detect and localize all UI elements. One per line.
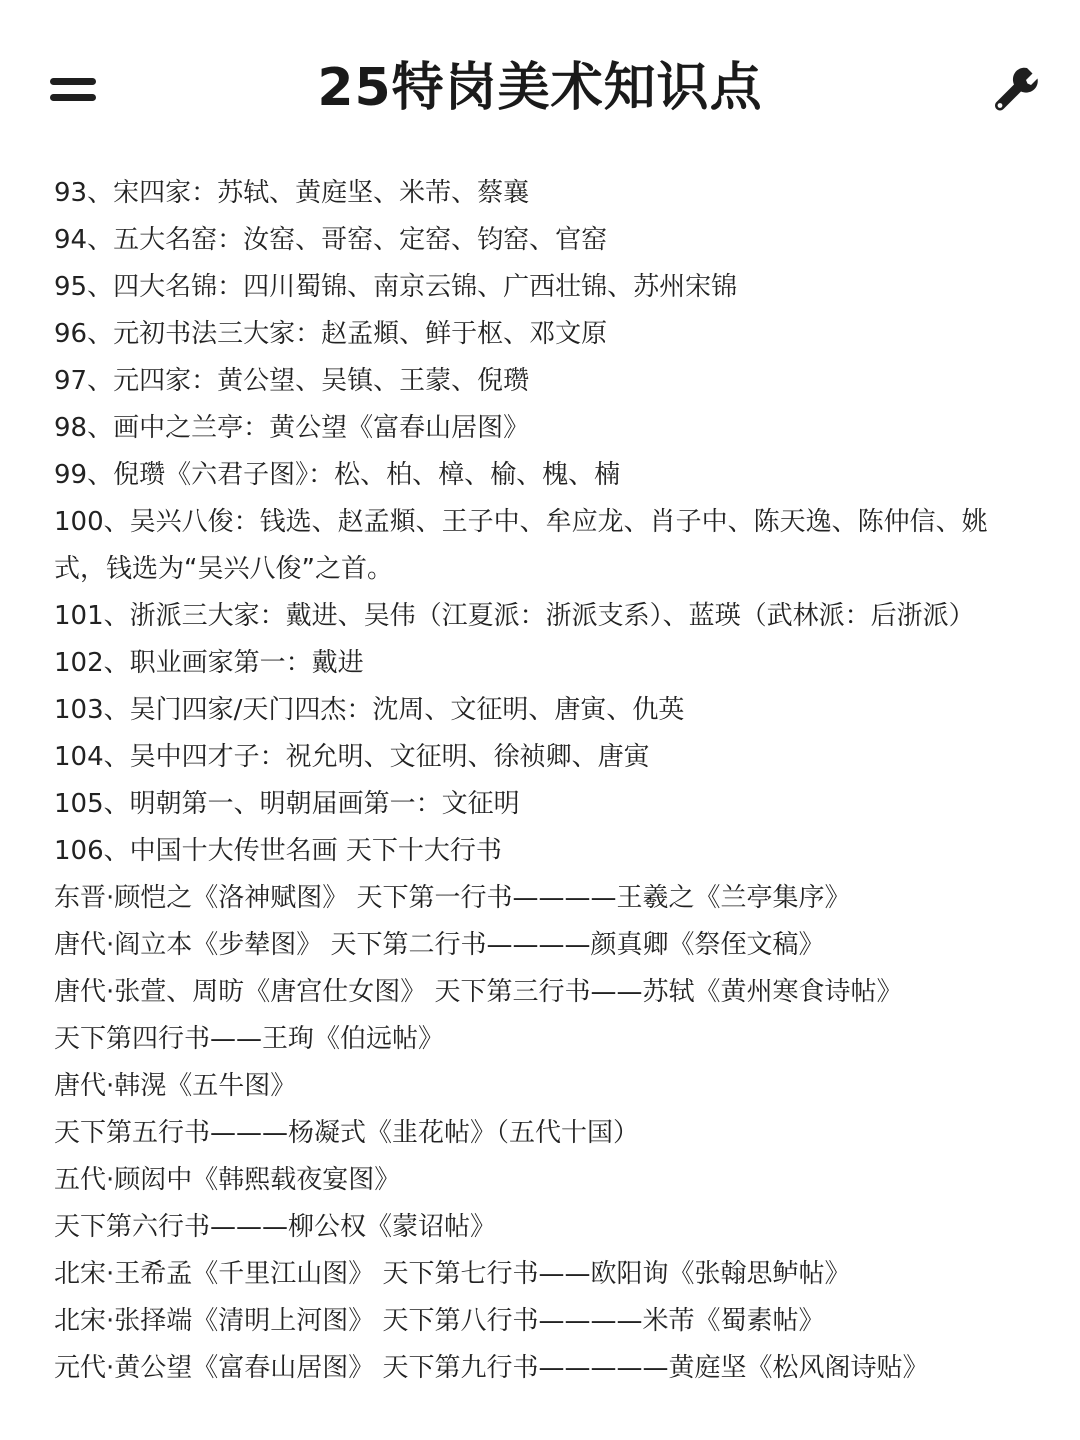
list-item: 五代·顾闳中《韩熙载夜宴图》 [54,1165,401,1195]
list-item: 北宋·王希孟《千里江山图》 天下第七行书——欧阳询《张翰思鲈帖》 [54,1259,851,1289]
list-item: 99、倪瓒《六君子图》：松、柏、樟、榆、槐、楠 [54,460,621,490]
wrench-icon-graphic [992,66,1040,114]
list-item: 101、浙派三大家：戴进、吴伟（江夏派：浙派支系）、蓝瑛（武林派：后浙派） [54,601,975,631]
list-item: 唐代·阎立本《步辇图》 天下第二行书————颜真卿《祭侄文稿》 [54,930,825,960]
wrench-icon[interactable] [992,66,1040,114]
list-item: 北宋·张择端《清明上河图》 天下第八行书————米芾《蜀素帖》 [54,1306,825,1336]
list-item: 95、四大名锦：四川蜀锦、南京云锦、广西壮锦、苏州宋锦 [54,272,738,302]
list-item: 97、元四家：黄公望、吴镇、王蒙、倪瓒 [54,366,530,396]
page-title: 25特岗美术知识点 [317,58,763,118]
list-item: 102、职业画家第一：戴进 [54,648,364,678]
menu-icon[interactable] [50,78,96,104]
list-item: 唐代·张萱、周昉《唐宫仕女图》 天下第三行书——苏轼《黄州寒食诗帖》 [54,977,903,1007]
menu-icon-bar-top [50,78,96,85]
list-item: 98、画中之兰亭：黄公望《富春山居图》 [54,413,530,443]
list-item: 93、宋四家：苏轼、黄庭坚、米芾、蔡襄 [54,178,530,208]
list-item: 96、元初书法三大家：赵孟頫、鲜于枢、邓文原 [54,319,608,349]
list-item: 东晋·顾恺之《洛神赋图》 天下第一行书————王羲之《兰亭集序》 [54,883,851,913]
list-item: 天下第四行书——王珣《伯远帖》 [54,1024,445,1054]
list-item: 100、吴兴八俊：钱选、赵孟頫、王子中、牟应龙、肖子中、陈天逸、陈仲信、姚 [54,507,988,537]
list-item: 105、明朝第一、明朝届画第一：文征明 [54,789,520,819]
list-item-continuation: 式，钱选为“吴兴八俊”之首。 [54,554,393,584]
list-item: 天下第六行书———柳公权《蒙诏帖》 [54,1212,497,1242]
list-item: 103、吴门四家/天门四杰：沈周、文征明、唐寅、仇英 [54,695,685,725]
list-item: 天下第五行书———杨凝式《韭花帖》（五代十国） [54,1118,640,1148]
list-item: 唐代·韩滉《五牛图》 [54,1071,297,1101]
list-item: 104、吴中四才子：祝允明、文征明、徐祯卿、唐寅 [54,742,650,772]
header [0,0,1080,180]
menu-icon-bar-bottom [50,94,96,101]
list-item: 94、五大名窑：汝窑、哥窑、定窑、钧窑、官窑 [54,225,608,255]
knowledge-list [54,170,1014,1392]
list-item: 元代·黄公望《富春山居图》 天下第九行书—————黄庭坚《松风阁诗贴》 [54,1353,929,1383]
list-item: 106、中国十大传世名画 天下十大行书 [54,836,502,866]
